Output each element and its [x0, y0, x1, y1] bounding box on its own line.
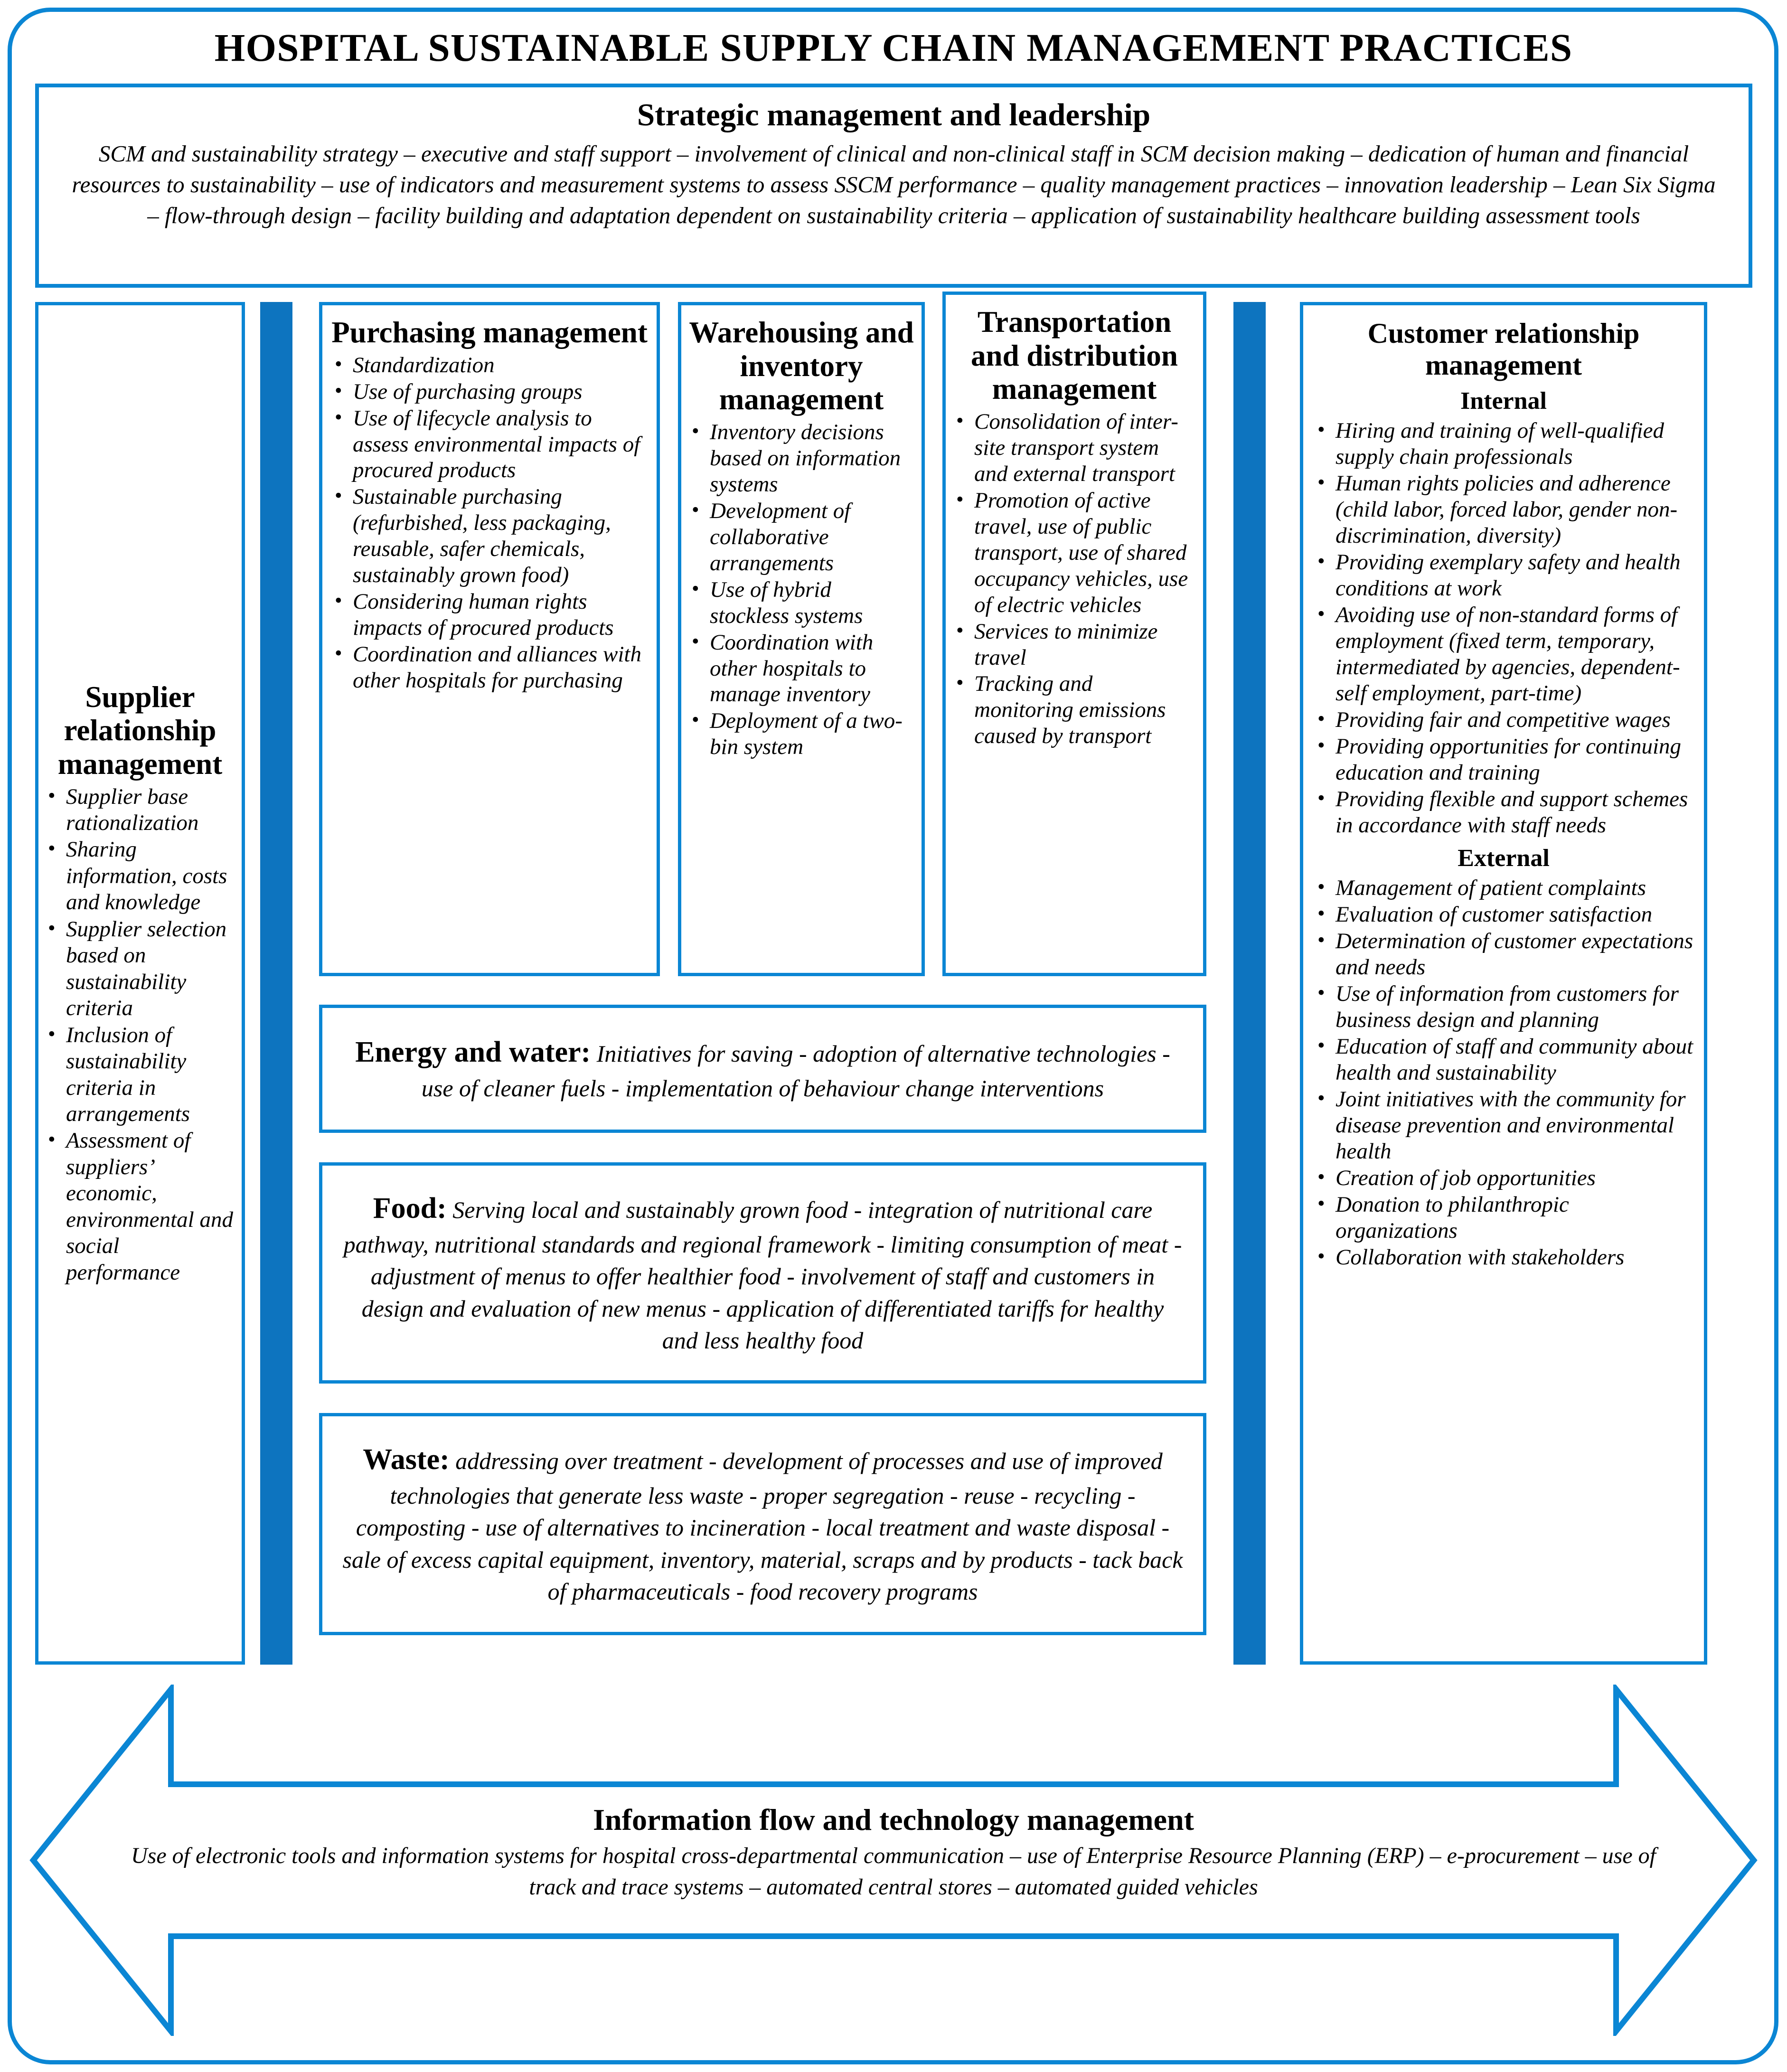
list-item: • Providing fair and competitive wages — [1314, 707, 1693, 733]
information-flow-body: Use of electronic tools and information systems for hospital cross-departmental communication – use of Enterprise Resource Planning (ERP) – e-procurement – use of track and trace systems – automated central stores – automated guided vehicles — [131, 1843, 1656, 1900]
list-item: • Human rights policies and adherence (child labor, forced labor, gender non-discrimination, diversity) — [1314, 471, 1693, 549]
list-item: • Sustainable purchasing (refurbished, less packaging, reusable, safer chemicals, sustainably grown food) — [331, 484, 648, 588]
list-item: • Use of hybrid stockless systems — [688, 577, 915, 629]
list-item: • Consolidation of inter-site transport system and external transport — [952, 409, 1196, 487]
list-item: • Supplier selection based on sustainability criteria — [44, 916, 236, 1022]
list-item: • Coordination and alliances with other hospitals for purchasing — [331, 641, 648, 694]
list-item: • Standardization — [331, 352, 648, 378]
strategic-management-title: Strategic management and leadership — [637, 97, 1151, 132]
waste-text — [339, 1440, 1186, 1608]
information-flow-title: Information flow and technology management — [593, 1803, 1194, 1837]
information-flow-content — [28, 1802, 1759, 1903]
list-item: • Collaboration with stakeholders — [1314, 1244, 1693, 1271]
customer-external-list — [1314, 875, 1693, 1271]
transportation-title: Transportation and distribution management — [971, 305, 1178, 406]
list-item: • Development of collaborative arrangements — [688, 498, 915, 576]
customer-internal-heading: Internal — [1460, 387, 1547, 415]
purchasing-management-box — [319, 302, 660, 976]
middle-region — [0, 302, 1787, 1665]
energy-and-water-body: Initiatives for saving - adoption of alternative technologies - use of cleaner fuels - implementation of behaviour change interventions — [421, 1040, 1170, 1102]
list-item: • Considering human rights impacts of procured products — [331, 589, 648, 641]
list-item: • Assessment of suppliers’ economic, environmental and social performance — [44, 1128, 236, 1286]
list-item: • Determination of customer expectations and needs — [1314, 928, 1693, 980]
left-vertical-flow-bar — [260, 302, 292, 1665]
list-item: • Creation of job opportunities — [1314, 1165, 1693, 1191]
customer-internal-list — [1314, 418, 1693, 838]
energy-and-water-box — [319, 1005, 1206, 1133]
list-item: • Evaluation of customer satisfaction — [1314, 902, 1693, 928]
customer-relationship-management-box — [1300, 302, 1707, 1665]
list-item: • Donation to philanthropic organizations — [1314, 1192, 1693, 1244]
food-body: Serving local and sustainably grown food - integration of nutritional care pathway, nutritional standards and regional framework - limiting consumption of meat - adjustment of menus to offer healthier food - involvement of staff and customers in design and evaluation of new menus - application of differentiated tariffs for healthy and less healthy food — [343, 1196, 1182, 1354]
transportation-list — [952, 409, 1196, 750]
list-item: • Education of staff and community about health and sustainability — [1314, 1034, 1693, 1086]
list-item: • Use of purchasing groups — [331, 379, 648, 405]
right-vertical-flow-bar — [1233, 302, 1266, 1665]
list-item: • Management of patient complaints — [1314, 875, 1693, 901]
purchasing-title: Purchasing management — [331, 316, 648, 349]
list-item: • Coordination with other hospitals to manage inventory — [688, 630, 915, 708]
supplier-list — [44, 784, 236, 1287]
supplier-title: Supplier relationship management — [57, 680, 223, 781]
food-label: Food: — [373, 1192, 447, 1225]
list-item: • Providing opportunities for continuing education and training — [1314, 734, 1693, 786]
list-item: • Services to minimize travel — [952, 619, 1196, 671]
warehousing-inventory-management-box — [678, 302, 925, 976]
list-item: • Inclusion of sustainability criteria in arrangements — [44, 1022, 236, 1128]
customer-external-heading: External — [1458, 845, 1550, 872]
list-item: • Sharing information, costs and knowledge — [44, 837, 236, 915]
list-item: • Supplier base rationalization — [44, 784, 236, 837]
information-flow-arrow — [28, 1685, 1759, 2036]
page-title: HOSPITAL SUSTAINABLE SUPPLY CHAIN MANAGEMENT PRACTICES — [214, 26, 1573, 69]
list-item: • Providing exemplary safety and health conditions at work — [1314, 549, 1693, 602]
strategic-management-body: SCM and sustainability strategy – executive and staff support – involvement of clinical and non-clinical staff in SCM decision making – dedication of human and financial resources to sustainability – use of indicators and measurement systems to assess SSCM performance – quality management practices – innovation leadership – Lean Six Sigma – flow-through design – facility building and adaptation dependent on sustainability criteria – application of sustainability healthcare building assessment tools — [72, 141, 1716, 229]
list-item: • Inventory decisions based on information systems — [688, 419, 915, 498]
energy-and-water-text — [339, 1033, 1187, 1104]
waste-label: Waste: — [363, 1443, 450, 1476]
transportation-distribution-management-box — [942, 292, 1206, 976]
food-text — [343, 1189, 1182, 1357]
list-item: • Avoiding use of non-standard forms of employment (fixed term, temporary, intermediated by agencies, dependent-self employment, part-time) — [1314, 602, 1693, 706]
list-item: • Joint initiatives with the community for disease prevention and environmental health — [1314, 1086, 1693, 1165]
list-item: • Use of lifecycle analysis to assess environmental impacts of procured products — [331, 405, 648, 484]
food-box — [319, 1162, 1206, 1384]
list-item: • Deployment of a two-bin system — [688, 708, 915, 760]
list-item: • Hiring and training of well-qualified supply chain professionals — [1314, 418, 1693, 470]
purchasing-list — [331, 352, 648, 694]
supplier-relationship-management-box — [35, 302, 245, 1665]
energy-and-water-label: Energy and water: — [355, 1036, 591, 1069]
list-item: • Promotion of active travel, use of public transport, use of shared occupancy vehicles, use of electric vehicles — [952, 488, 1196, 618]
list-item: • Tracking and monitoring emissions caused by transport — [952, 671, 1196, 749]
list-item: • Use of information from customers for business design and planning — [1314, 981, 1693, 1033]
waste-box — [319, 1413, 1206, 1635]
strategic-management-box — [35, 84, 1752, 288]
list-item: • Providing flexible and support schemes in accordance with staff needs — [1314, 786, 1693, 838]
customer-title: Customer relationship management — [1367, 318, 1640, 381]
warehousing-title: Warehousing and inventory management — [689, 316, 914, 416]
warehousing-list — [688, 419, 915, 761]
waste-body: addressing over treatment - development of processes and use of improved technologies that generate less waste - proper segregation - reuse - recycling - composting - use of alternatives to incineration - local treatment and waste disposal - sale of excess capital equipment, inventory, material, scraps and by products - tack back of pharmaceuticals - food recovery programs — [342, 1448, 1183, 1605]
